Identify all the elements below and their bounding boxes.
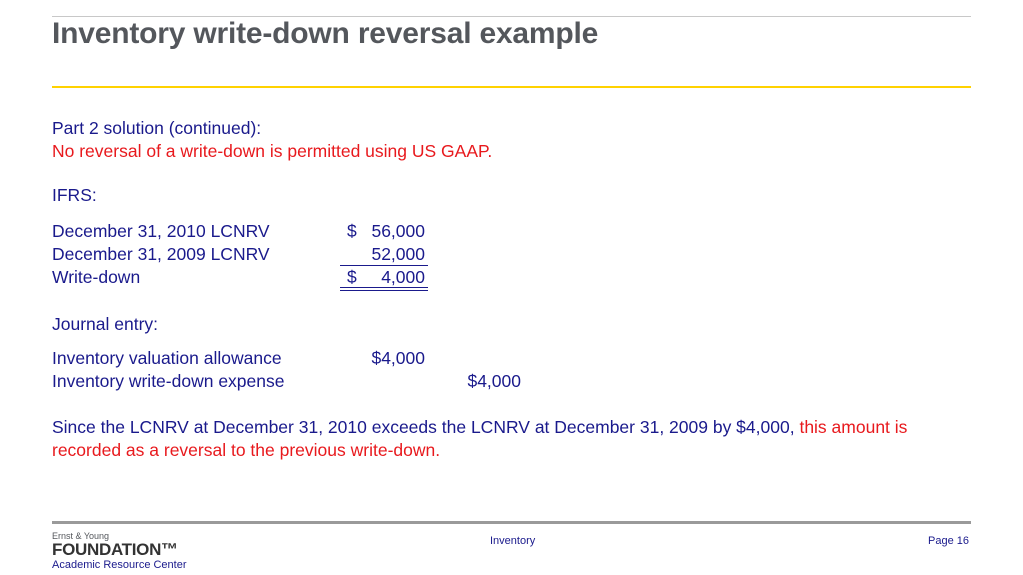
ifrs-row-label: Write-down: [52, 267, 141, 287]
conclusion-line-2: recorded as a reversal to the previous write-down.: [52, 440, 441, 460]
journal-credit: $4,000: [467, 371, 521, 391]
title-underline: [52, 86, 971, 88]
journal-label: Journal entry:: [52, 314, 159, 334]
subtotal-underline: [340, 265, 428, 266]
total-double-underline: [340, 290, 428, 291]
ifrs-row-label: December 31, 2009 LCNRV: [52, 244, 270, 264]
logo-top-text: Ernst & Young: [52, 531, 110, 541]
ifrs-row-amount: 56,000: [371, 221, 425, 241]
logo-sub-text: Academic Resource Center: [52, 559, 187, 571]
ifrs-row-label: December 31, 2010 LCNRV: [52, 221, 270, 241]
slide-title: Inventory write-down reversal example: [52, 17, 599, 50]
footer-divider: [52, 521, 971, 524]
ifrs-row-currency: $: [347, 267, 357, 287]
usgaap-note: No reversal of a write-down is permitted using US GAAP.: [52, 141, 493, 161]
conclusion-text: Since the LCNRV at December 31, 2010 exceeds the LCNRV at December 31, 2009 by $4,000,: [52, 417, 795, 437]
footer-section-label: Inventory: [490, 535, 536, 547]
journal-account: Inventory write-down expense: [52, 371, 285, 391]
ifrs-row-amount: 4,000: [381, 267, 425, 287]
foundation-logo: [52, 531, 212, 571]
ifrs-label: IFRS:: [52, 185, 97, 205]
journal-account: Inventory valuation allowance: [52, 348, 282, 368]
total-double-underline: [340, 287, 428, 288]
logo-main-text: FOUNDATION™: [52, 540, 178, 559]
conclusion-highlight: this amount is: [799, 417, 908, 437]
conclusion-line-1: [52, 417, 907, 437]
ifrs-row-amount: 52,000: [371, 244, 425, 264]
journal-debit: $4,000: [371, 348, 425, 368]
ifrs-row-currency: $: [347, 221, 357, 241]
page-number: Page 16: [928, 535, 969, 547]
part-heading: Part 2 solution (continued):: [52, 118, 262, 138]
